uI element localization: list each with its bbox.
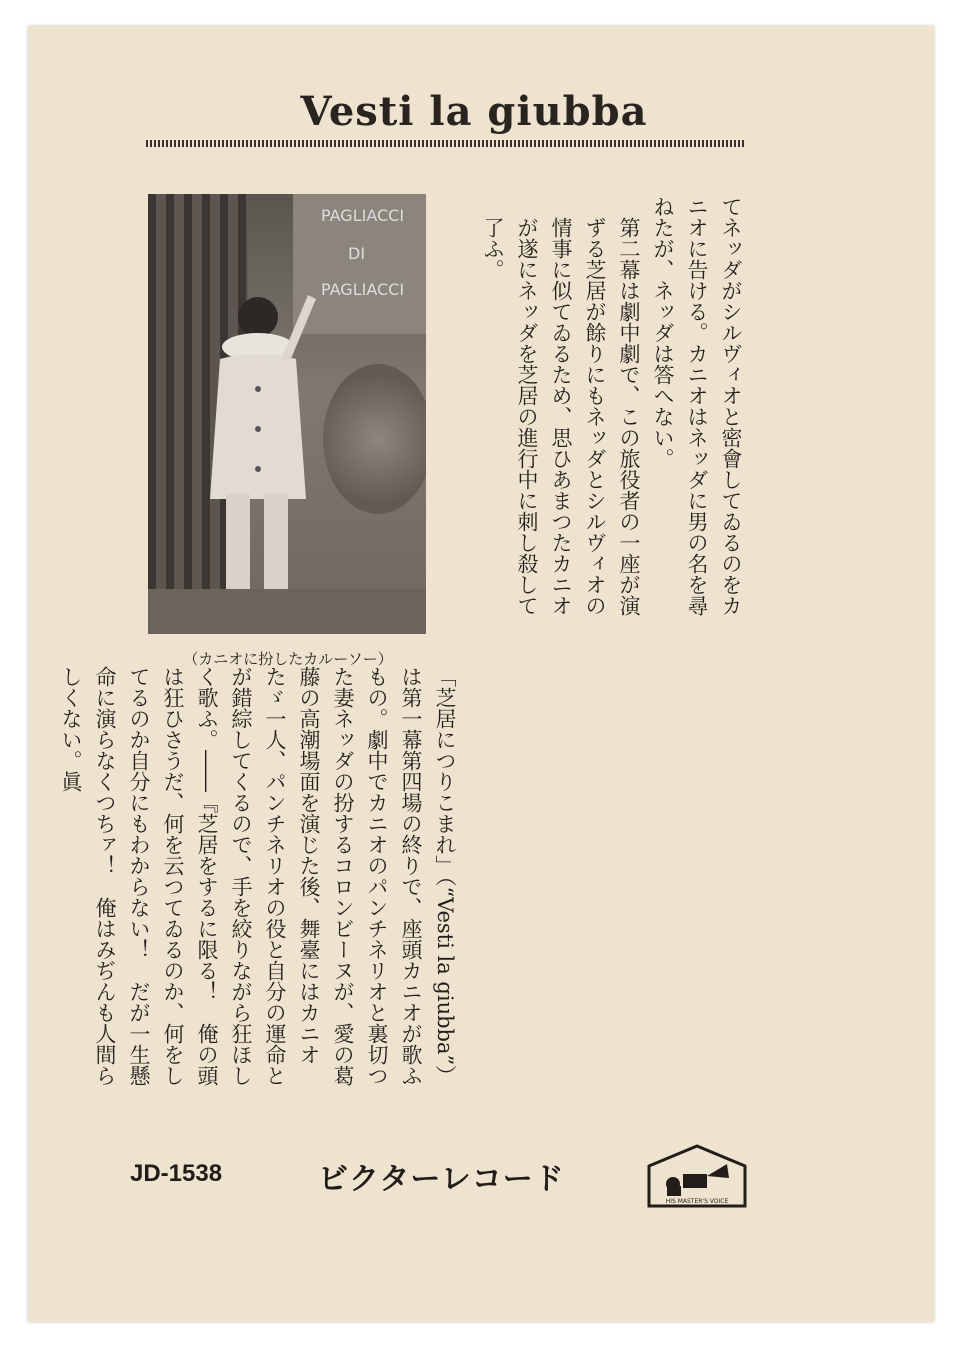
article-body-upper: [448, 196, 748, 626]
poster-text-line-3: PAGLIACCI: [321, 280, 405, 299]
logo-text: HIS MASTER'S VOICE: [665, 1198, 729, 1205]
title-divider: [146, 140, 746, 147]
page-title: Vesti la giubba: [300, 88, 648, 135]
paragraph-2: 第二幕は劇中劇で、この旅役者の一座が演ずる芝居が餘りにもネッダとシルヴィオの情事に似てゐるため、思ひあまつたカニオが遂にネッダを芝居の進行中に刺し殺して了ふ。: [481, 217, 641, 616]
his-masters-voice-logo: [643, 1144, 751, 1210]
brand-name: ビクターレコード: [318, 1162, 565, 1197]
photo-caption: （カニオに扮したカルーソー）: [183, 650, 393, 668]
poster-text-line-1: PAGLIACCI: [321, 206, 405, 225]
flyer-sheet: [28, 26, 934, 1322]
poster-text-line-2: DI: [348, 244, 366, 263]
paragraph-1: てネッダがシルヴィオと密會してゐるのをカニオに告ける。カニオはネッダに男の名を尋ねたが、ネッダは答へない。: [651, 196, 743, 616]
paragraph-3: 「芝居につりこまれ」（“Vesti la giubba”）は第一幕第四場の終りで、座頭カニオが歌ふもの。劇中でカニオのパンチネリオと裏切つた妻ネッダの扮するコロンビーヌが、愛の葛藤の高潮場面を演じた後、舞臺にはカニオたゞ一人、パンチネリオの役と自分の運命とが錯綜してくるので、手を絞りながら狂ほしく歌ふ。――『芝居をするに限る！ 俺の頭は狂ひさうだ、何を云つてゐるのか、何をしてるのか自分にもわからない！ だが一生懸命に演らなくつちァ！ 俺はみぢんも人間らしくない。眞: [59, 666, 457, 1087]
catalog-number: JD-1538: [130, 1160, 223, 1187]
article-body-bottom: [59, 666, 462, 1106]
